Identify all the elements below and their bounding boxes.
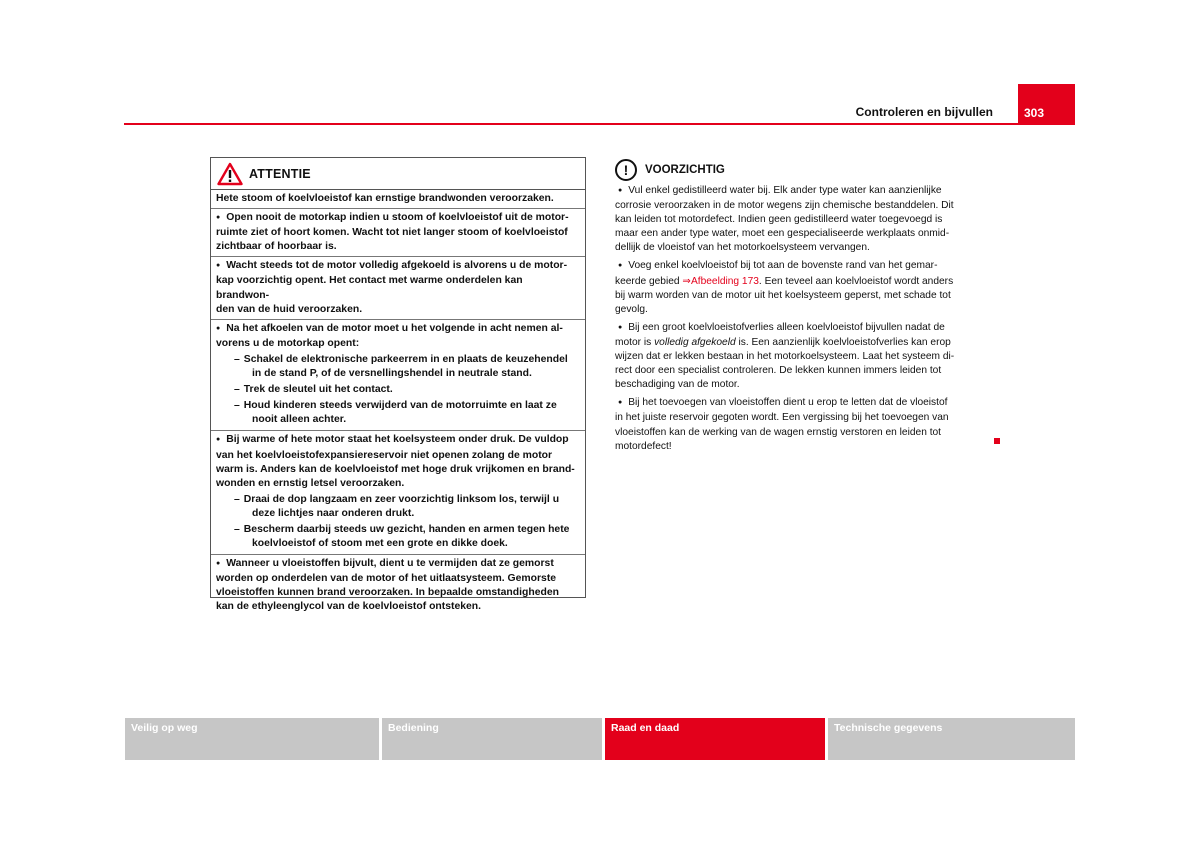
section-title: Controleren en bijvullen <box>855 105 993 119</box>
warning-subitem: – Trek de sleutel uit het contact. <box>216 383 577 397</box>
tab-raad-en-daad[interactable]: Raad en daad <box>605 718 825 760</box>
caution-body <box>615 184 990 454</box>
divider <box>211 554 585 555</box>
tab-bediening[interactable]: Bediening <box>382 718 602 760</box>
tab-technische-gegevens[interactable]: Technische gegevens <box>828 718 1075 760</box>
warning-title: ATTENTIE <box>249 166 311 181</box>
warning-bullet: ● Wacht steeds tot de motor volledig afgekoeld is alvorens u de motor- kap voorzichtig opent. Het contact met warme onderdelen kan brandwon- den van de huid veroorzaken. <box>216 259 577 316</box>
caution-header <box>615 158 990 182</box>
page-number: 303 <box>1024 106 1045 120</box>
caution-title: VOORZICHTIG <box>645 164 725 176</box>
divider <box>211 319 585 320</box>
warning-box <box>210 157 586 613</box>
caution-section <box>615 158 990 458</box>
warning-bullet: ● Open nooit de motorkap indien u stoom of koelvloeistof uit de motor- ruimte ziet of hoort komen. Wacht tot niet langer stoom of koelvloeistof zichtbaar of hoorbaar is. <box>216 211 577 254</box>
exclamation-circle-icon: ! <box>615 159 637 181</box>
warning-subitem: – Draai de dop langzaam en zeer voorzichtig linksom los, terwijl u deze lichtjes naar onderen drukt. <box>216 493 577 521</box>
caution-paragraph: ● Bij het toevoegen van vloeistoffen dient u erop te letten dat de vloeistof in het juiste reservoir gegoten wordt. Een vergissing bij het toevoegen van vloeistoffen kan de werking van de wagen ernstig verstoren en leiden tot motordefect! <box>615 396 990 453</box>
warning-intro: Hete stoom of koelvloeistof kan ernstige brandwonden veroorzaken. <box>216 193 554 204</box>
divider <box>211 256 585 257</box>
tab-veilig-op-weg[interactable]: Veilig op weg <box>125 718 379 760</box>
warning-bullet: ● Wanneer u vloeistoffen bijvult, dient u te vermijden dat ze gemorst worden op onderdelen van de motor of het uitlaatsysteem. Gemorste vloeistoffen kunnen brand veroorzaken. In bepaalde omstandigheden kan de ethyleenglycol van de koelvloeistof ontsteken. <box>216 557 577 614</box>
caution-paragraph: ● Bij een groot koelvloeistofverlies alleen koelvloeistof bijvullen nadat de motor is volledig afgekoeld is. Een aanzienlijk koelvloeistofverlies kan erop wijzen dat er lekken bestaan in het motorkoelsysteem. Laat het systeem di- rect door een specialist controleren. De lekken kunnen immers leiden tot beschadiging van de motor. <box>615 321 990 392</box>
warning-subitem: – Houd kinderen steeds verwijderd van de motorruimte en laat ze nooit alleen achter. <box>216 399 577 427</box>
section-end-marker <box>994 438 1000 444</box>
warning-subitem: – Schakel de elektronische parkeerrem in en plaats de keuzehendel in de stand P, of de versnellingshendel in neutrale stand. <box>216 353 577 381</box>
warning-bullet: ● Bij warme of hete motor staat het koelsysteem onder druk. De vuldop van het koelvloeistofexpansiereservoir niet openen zolang de motor warm is. Anders kan de koelvloeistof met hoge druk vrijkomen en brand- wonden en ernstig letsel veroorzaken. <box>216 433 577 490</box>
caution-paragraph: ● Vul enkel gedistilleerd water bij. Elk ander type water kan aanzienlijke corrosie veroorzaken in de motor wegens zijn chemische bestanddelen. Dit kan leiden tot motordefect. Indien geen gedistilleerd water toegevoegd is maar een ander type water, moet een gespecialiseerde werkplaats onmid- dellijk de vloeistof van het motorkoelsysteem vervangen. <box>615 184 990 255</box>
warning-triangle-icon <box>217 162 243 186</box>
warning-bullet: ● Na het afkoelen van de motor moet u het volgende in acht nemen al- vorens u de motorkap opent: <box>216 322 577 351</box>
header-rule <box>124 123 1075 125</box>
divider <box>211 430 585 431</box>
warning-subitem: – Bescherm daarbij steeds uw gezicht, handen en armen tegen hete koelvloeistof of stoom met een grote en dikke doek. <box>216 523 577 551</box>
figure-reference-link[interactable]: ⇒Afbeelding 173 <box>682 275 759 287</box>
warning-header <box>211 158 585 190</box>
warning-body <box>211 190 585 615</box>
divider <box>211 208 585 209</box>
caution-paragraph: ● Voeg enkel koelvloeistof bij tot aan de bovenste rand van het gemar- keerde gebied ⇒Afbeelding 173. Een teveel aan koelvloeistof wordt anders bij warm worden van de motor uit het koelsysteem geperst, met schade tot gevolg. <box>615 259 990 316</box>
